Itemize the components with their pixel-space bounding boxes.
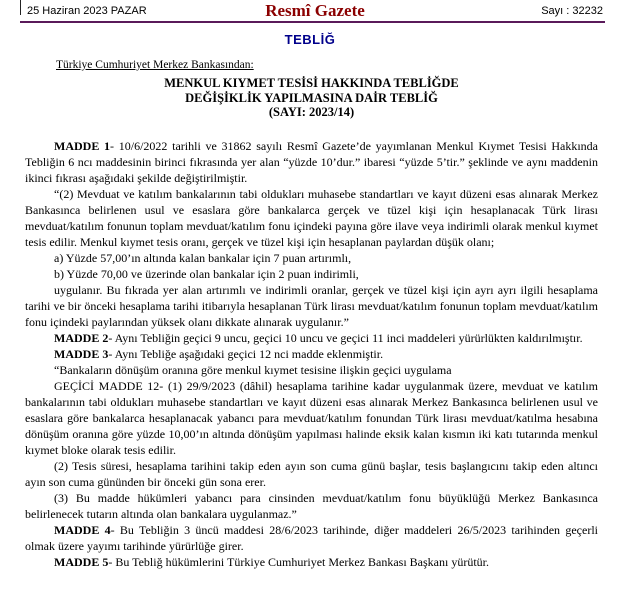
paragraph <box>25 346 598 362</box>
paragraph <box>25 458 598 490</box>
paragraph-text: “(2) Mevduat ve katılım bankalarının tabi oldukları muhasebe standartları ve kayıt düzeni esas alınarak Merkez Bankasınca belirlenen usul ve esaslara göre bankalarca gerçek ve tüzel kişi için hesaplanacak Türk lirası mevduat/katılım fonunun toplam mevduat/katılım fonu içindeki payına göre ilave veya indirimli olarak menkul kıymet tesis edilir. Menkul kıymet tesis oranı, gerçek ve tüzel kişi için hesaplanan paylardan düşük olanı; <box>25 186 598 249</box>
doc-title-block <box>25 76 598 120</box>
doc-title-line-3: (SAYI: 2023/14) <box>268 105 355 119</box>
paragraph-text: - Bu Tebliğ hükümlerini Türkiye Cumhuriyet Merkez Bankası Başkanı yürütür. <box>108 554 489 569</box>
paragraph-lead: MADDE 4 <box>54 522 111 537</box>
paragraph <box>25 250 598 266</box>
paragraph-lead: MADDE 2 <box>54 330 109 345</box>
paragraph <box>25 282 598 330</box>
authority-line <box>25 58 598 72</box>
paragraph-lead: MADDE 1 <box>54 138 111 153</box>
paragraph-text: uygulanır. Bu fıkrada yer alan artırımlı ve indirimli oranlar, gerçek ve tüzel kişi için ayrı ayrı ilgili hesaplama tarihi ve bir önceki hesaplama tarihi itibarıyla hesaplanan Türk lirası mevduat/katılım fonunun toplam mevduat/katılım fonu içindeki paylarından yüksek olanı dikkate alınarak uygulanır.” <box>25 282 598 329</box>
page-border-tick <box>20 0 21 15</box>
paragraph-lead: MADDE 3 <box>54 346 109 361</box>
paragraph <box>25 138 598 186</box>
paragraph <box>25 186 598 250</box>
gazette-header <box>20 0 605 23</box>
doc-title-line-1: MENKUL KIYMET TESİSİ HAKKINDA TEBLİĞDE <box>164 76 459 90</box>
paragraph <box>25 378 598 458</box>
paragraph-text: (3) Bu madde hükümleri yabancı para cinsinden mevduat/katılım fonu büyüklüğü Merkez Bankasınca belirlenecek tutarın altında olan bankalara uygulanmaz.” <box>25 490 598 521</box>
paragraph-text: - 10/6/2022 tarihli ve 31862 sayılı Resmî Gazete’de yayımlanan Menkul Kıymet Tesisi Hakkında Tebliğin 6 ncı maddesinin birinci fıkrasında yer alan “yüzde 10’dur.” ibaresi “yüzde 5’tir.” şeklinde ve aynı maddenin ikinci fıkrası aşağıdaki şekilde değiştirilmiştir. <box>25 138 599 185</box>
authority-text: Türkiye Cumhuriyet Merkez Bankasından: <box>56 59 254 71</box>
paragraph <box>25 490 598 522</box>
paragraph-text: a) Yüzde 57,00’ın altında kalan bankalar için 7 puan artırımlı, <box>54 250 352 265</box>
doc-title-line-2: DEĞİŞİKLİK YAPILMASINA DAİR TEBLİĞ <box>185 90 438 105</box>
paragraph <box>25 266 598 282</box>
paragraph <box>25 554 598 570</box>
paragraph-text: “Bankaların dönüşüm oranına göre menkul kıymet tesisine ilişkin geçici uygulama <box>54 362 452 377</box>
paragraph <box>25 362 598 378</box>
paragraph-text: - Aynı Tebliğe aşağıdaki geçici 12 nci madde eklenmiştir. <box>108 346 384 361</box>
paragraph-text: b) Yüzde 70,00 ve üzerinde olan bankalar için 2 puan indirimli, <box>54 266 359 281</box>
paragraph <box>25 522 598 554</box>
paragraph-text: - Aynı Tebliğin geçici 9 uncu, geçici 10 uncu ve geçici 11 inci maddeleri yürürlükten kaldırılmıştır. <box>108 330 583 345</box>
gazette-masthead: Resmî Gazete <box>265 1 365 20</box>
section-heading-teblig: TEBLİĞ <box>284 32 336 47</box>
paragraph-lead: MADDE 5 <box>54 554 109 569</box>
notice-document <box>25 58 598 570</box>
paragraph <box>25 330 598 346</box>
paragraph-text: - Bu Tebliğin 3 üncü maddesi 28/6/2023 tarihinde, diğer maddeleri 26/5/2023 tarihinden geçerli olmak üzere yayımı tarihinde yürürlüğe girer. <box>25 522 598 553</box>
header-date: 25 Haziran 2023 PAZAR <box>27 5 147 17</box>
header-issue-number: Sayı : 32232 <box>541 5 603 17</box>
body-paragraphs <box>25 138 598 570</box>
paragraph-text: (2) Tesis süresi, hesaplama tarihini takip eden ayın son cuma günü başlar, tesis başlangıcını takip eden altıncı ayın son cuma gününden bir önceki gün sona erer. <box>25 458 598 489</box>
paragraph-text: GEÇİCİ MADDE 12- (1) 29/9/2023 (dâhil) hesaplama tarihine kadar uygulanmak üzere, mevduat ve katılım bankalarının tabi oldukları muhasebe standartları ve kayıt düzeni esas alınarak Merkez Bankasınca belirlenen usul ve esaslara göre bankalarca hesaplanacak yabancı para mevduat/katılım fonundan Türk lirası mevduat/katılma hesabına dönüşüm oranına göre yüzde 10,00’ın altında dönüşüm yapılması halinde eksik kalan kısmın iki katı tutarında menkul kıymet bloke olarak tesis edilir. <box>25 378 598 457</box>
